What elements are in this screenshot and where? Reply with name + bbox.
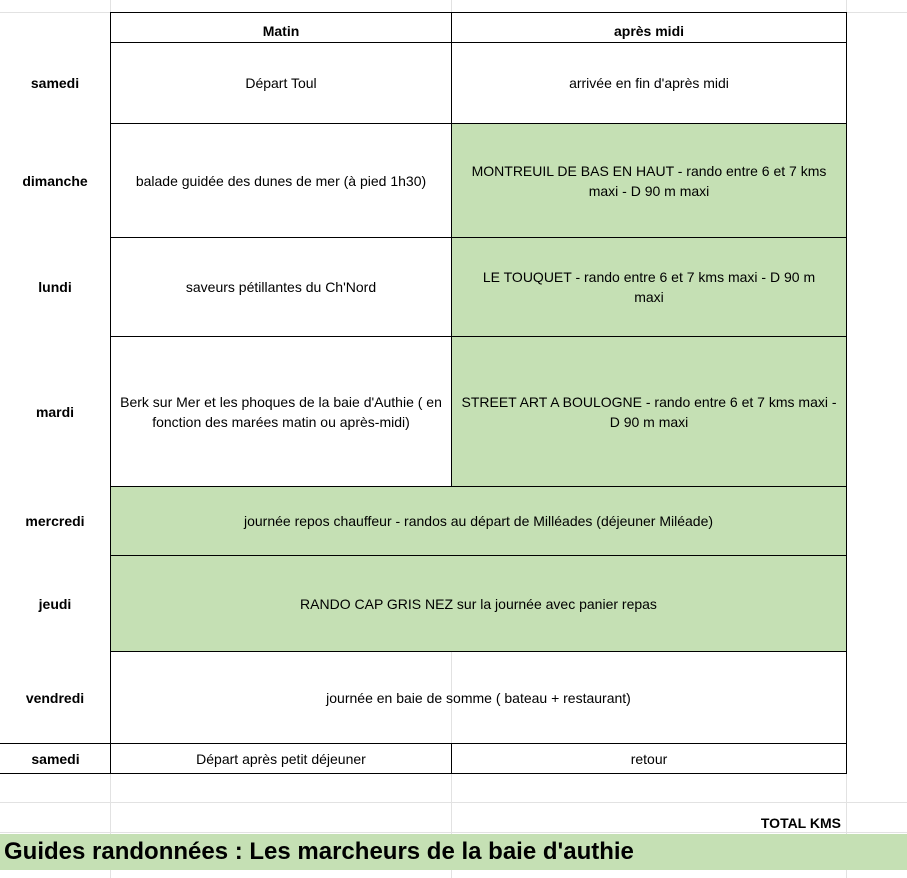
day-cell-lundi[interactable]: lundi <box>38 279 72 295</box>
gridline <box>0 802 907 803</box>
afternoon-cell[interactable]: retour <box>451 743 847 774</box>
full-day-cell[interactable]: journée repos chauffeur - randos au départ de Milléades (déjeuner Miléade) <box>110 486 847 556</box>
afternoon-cell[interactable]: arrivée en fin d'après midi <box>451 42 847 124</box>
morning-cell[interactable]: Départ Toul <box>110 42 452 124</box>
morning-cell[interactable]: Berk sur Mer et les phoques de la baie d'Authie ( en fonction des marées matin ou après-midi) <box>110 336 452 487</box>
day-cell-jeudi[interactable]: jeudi <box>38 595 72 612</box>
day-cell-vendredi[interactable]: vendredi <box>25 689 85 706</box>
title-banner[interactable]: Guides randonnées : Les marcheurs de la baie d'authie <box>0 834 907 870</box>
gridline <box>0 832 907 833</box>
afternoon-cell[interactable]: STREET ART A BOULOGNE - rando entre 6 et 7 kms maxi - D 90 m maxi <box>451 336 847 487</box>
afternoon-cell[interactable]: MONTREUIL DE BAS EN HAUT - rando entre 6 et 7 kms maxi - D 90 m maxi <box>451 123 847 238</box>
afternoon-cell[interactable]: LE TOUQUET - rando entre 6 et 7 kms maxi - D 90 m maxi <box>451 237 847 337</box>
morning-cell[interactable]: saveurs pétillantes du Ch'Nord <box>110 237 452 337</box>
morning-cell[interactable]: balade guidée des dunes de mer (à pied 1h30) <box>110 123 452 238</box>
day-cell-mardi[interactable]: mardi <box>35 403 75 420</box>
day-cell-dimanche[interactable]: dimanche <box>22 172 88 189</box>
header-afternoon[interactable]: après midi <box>451 12 847 43</box>
full-day-cell[interactable]: journée en baie de somme ( bateau + restaurant) <box>110 651 847 744</box>
header-morning[interactable]: Matin <box>110 12 452 43</box>
day-cell-mercredi[interactable]: mercredi <box>25 513 85 529</box>
total-kms-label[interactable]: TOTAL KMS <box>760 815 841 831</box>
day-cell-samedi[interactable]: samedi <box>30 75 80 91</box>
full-day-cell[interactable]: RANDO CAP GRIS NEZ sur la journée avec panier repas <box>110 555 847 652</box>
morning-cell[interactable]: Départ après petit déjeuner <box>110 743 452 774</box>
day-cell-samedi-return[interactable]: samedi <box>0 743 111 774</box>
